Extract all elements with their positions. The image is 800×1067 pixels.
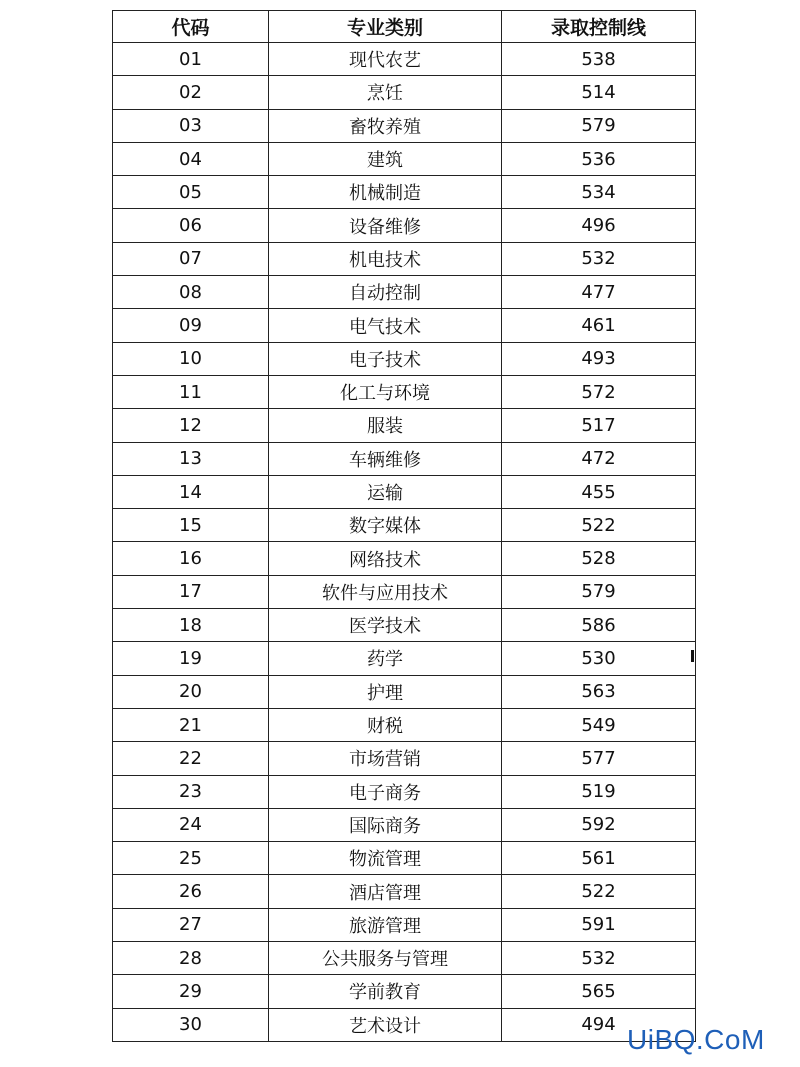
cell-code: 10 — [113, 342, 269, 375]
table-row — [113, 942, 696, 975]
cell-major-category: 化工与环境 — [269, 375, 502, 408]
cell-major-category: 机械制造 — [269, 176, 502, 209]
cell-admission-line: 561 — [502, 842, 696, 875]
table-row — [113, 908, 696, 941]
table-row — [113, 542, 696, 575]
cell-code: 27 — [113, 908, 269, 941]
cell-major-category: 机电技术 — [269, 242, 502, 275]
table-row — [113, 176, 696, 209]
cell-code: 04 — [113, 142, 269, 175]
cell-code: 03 — [113, 109, 269, 142]
cell-code: 18 — [113, 609, 269, 642]
cell-major-category: 数字媒体 — [269, 509, 502, 542]
cell-major-category: 畜牧养殖 — [269, 109, 502, 142]
cell-major-category: 艺术设计 — [269, 1008, 502, 1041]
site-watermark: UiBQ.CoM — [627, 1024, 765, 1055]
cell-code: 22 — [113, 742, 269, 775]
cell-code: 17 — [113, 575, 269, 608]
cell-admission-line: 565 — [502, 975, 696, 1008]
cell-major-category: 自动控制 — [269, 276, 502, 309]
cell-admission-line: 530 — [502, 642, 696, 675]
cell-admission-line: 579 — [502, 575, 696, 608]
cell-admission-line: 534 — [502, 176, 696, 209]
cell-admission-line: 496 — [502, 209, 696, 242]
table-row — [113, 1008, 696, 1041]
cell-admission-line: 532 — [502, 942, 696, 975]
cell-admission-line: 477 — [502, 276, 696, 309]
table-row — [113, 109, 696, 142]
cell-admission-line: 577 — [502, 742, 696, 775]
cell-major-category: 国际商务 — [269, 808, 502, 841]
cell-major-category: 电子技术 — [269, 342, 502, 375]
cell-major-category: 运输 — [269, 475, 502, 508]
table-row — [113, 375, 696, 408]
cell-major-category: 医学技术 — [269, 609, 502, 642]
table-row — [113, 475, 696, 508]
cell-admission-line: 579 — [502, 109, 696, 142]
cell-admission-line: 591 — [502, 908, 696, 941]
cell-admission-line: 586 — [502, 609, 696, 642]
cell-admission-line: 549 — [502, 708, 696, 741]
cell-major-category: 药学 — [269, 642, 502, 675]
table-row — [113, 43, 696, 76]
cell-major-category: 车辆维修 — [269, 442, 502, 475]
cell-admission-line: 519 — [502, 775, 696, 808]
table-row — [113, 675, 696, 708]
cell-major-category: 服装 — [269, 409, 502, 442]
cell-code: 30 — [113, 1008, 269, 1041]
cell-major-category: 公共服务与管理 — [269, 942, 502, 975]
table-row — [113, 342, 696, 375]
cell-admission-line: 517 — [502, 409, 696, 442]
cell-admission-line: 455 — [502, 475, 696, 508]
table-row — [113, 309, 696, 342]
cell-admission-line: 572 — [502, 375, 696, 408]
cell-code: 12 — [113, 409, 269, 442]
table-row — [113, 276, 696, 309]
table-row — [113, 442, 696, 475]
cell-code: 13 — [113, 442, 269, 475]
cell-admission-line: 522 — [502, 875, 696, 908]
cell-code: 26 — [113, 875, 269, 908]
cell-major-category: 软件与应用技术 — [269, 575, 502, 608]
cell-major-category: 建筑 — [269, 142, 502, 175]
cell-code: 06 — [113, 209, 269, 242]
table-row — [113, 875, 696, 908]
cell-admission-line: 472 — [502, 442, 696, 475]
cell-major-category: 酒店管理 — [269, 875, 502, 908]
table-row — [113, 742, 696, 775]
table-row — [113, 409, 696, 442]
table-row — [113, 642, 696, 675]
cell-major-category: 护理 — [269, 675, 502, 708]
header-code: 代码 — [113, 11, 269, 43]
table-row — [113, 975, 696, 1008]
cell-admission-line: 522 — [502, 509, 696, 542]
header-admission-line: 录取控制线 — [502, 11, 696, 43]
cell-major-category: 旅游管理 — [269, 908, 502, 941]
cell-major-category: 现代农艺 — [269, 43, 502, 76]
cell-major-category: 烹饪 — [269, 76, 502, 109]
cell-admission-line: 538 — [502, 43, 696, 76]
cell-admission-line: 528 — [502, 542, 696, 575]
cell-code: 28 — [113, 942, 269, 975]
table-body — [113, 43, 696, 1042]
cell-code: 11 — [113, 375, 269, 408]
cell-major-category: 财税 — [269, 708, 502, 741]
cell-code: 21 — [113, 708, 269, 741]
header-row — [113, 11, 696, 43]
score-table — [112, 10, 696, 1042]
cell-major-category: 市场营销 — [269, 742, 502, 775]
cell-code: 20 — [113, 675, 269, 708]
cell-admission-line: 514 — [502, 76, 696, 109]
table-row — [113, 142, 696, 175]
cell-major-category: 电子商务 — [269, 775, 502, 808]
table-row — [113, 609, 696, 642]
table-row — [113, 775, 696, 808]
cell-code: 15 — [113, 509, 269, 542]
cell-code: 29 — [113, 975, 269, 1008]
cell-code: 05 — [113, 176, 269, 209]
table-row — [113, 708, 696, 741]
table-row — [113, 808, 696, 841]
table-row — [113, 575, 696, 608]
cell-code: 25 — [113, 842, 269, 875]
cell-code: 16 — [113, 542, 269, 575]
cell-major-category: 设备维修 — [269, 209, 502, 242]
cell-code: 09 — [113, 309, 269, 342]
cell-admission-line: 536 — [502, 142, 696, 175]
cell-admission-line: 494 — [502, 1008, 696, 1041]
cell-code: 02 — [113, 76, 269, 109]
table-row — [113, 509, 696, 542]
cell-major-category: 电气技术 — [269, 309, 502, 342]
cell-code: 24 — [113, 808, 269, 841]
cell-code: 08 — [113, 276, 269, 309]
cell-code: 14 — [113, 475, 269, 508]
edge-mark — [691, 650, 694, 662]
table-header — [113, 11, 696, 43]
cell-admission-line: 563 — [502, 675, 696, 708]
table-row — [113, 209, 696, 242]
cell-major-category: 网络技术 — [269, 542, 502, 575]
cell-admission-line: 461 — [502, 309, 696, 342]
cell-code: 23 — [113, 775, 269, 808]
cell-admission-line: 493 — [502, 342, 696, 375]
cell-major-category: 学前教育 — [269, 975, 502, 1008]
cell-admission-line: 532 — [502, 242, 696, 275]
cell-admission-line: 592 — [502, 808, 696, 841]
header-major-category: 专业类别 — [269, 11, 502, 43]
table-row — [113, 842, 696, 875]
table-row — [113, 76, 696, 109]
cell-code: 01 — [113, 43, 269, 76]
cell-code: 07 — [113, 242, 269, 275]
cell-code: 19 — [113, 642, 269, 675]
cell-major-category: 物流管理 — [269, 842, 502, 875]
table-row — [113, 242, 696, 275]
